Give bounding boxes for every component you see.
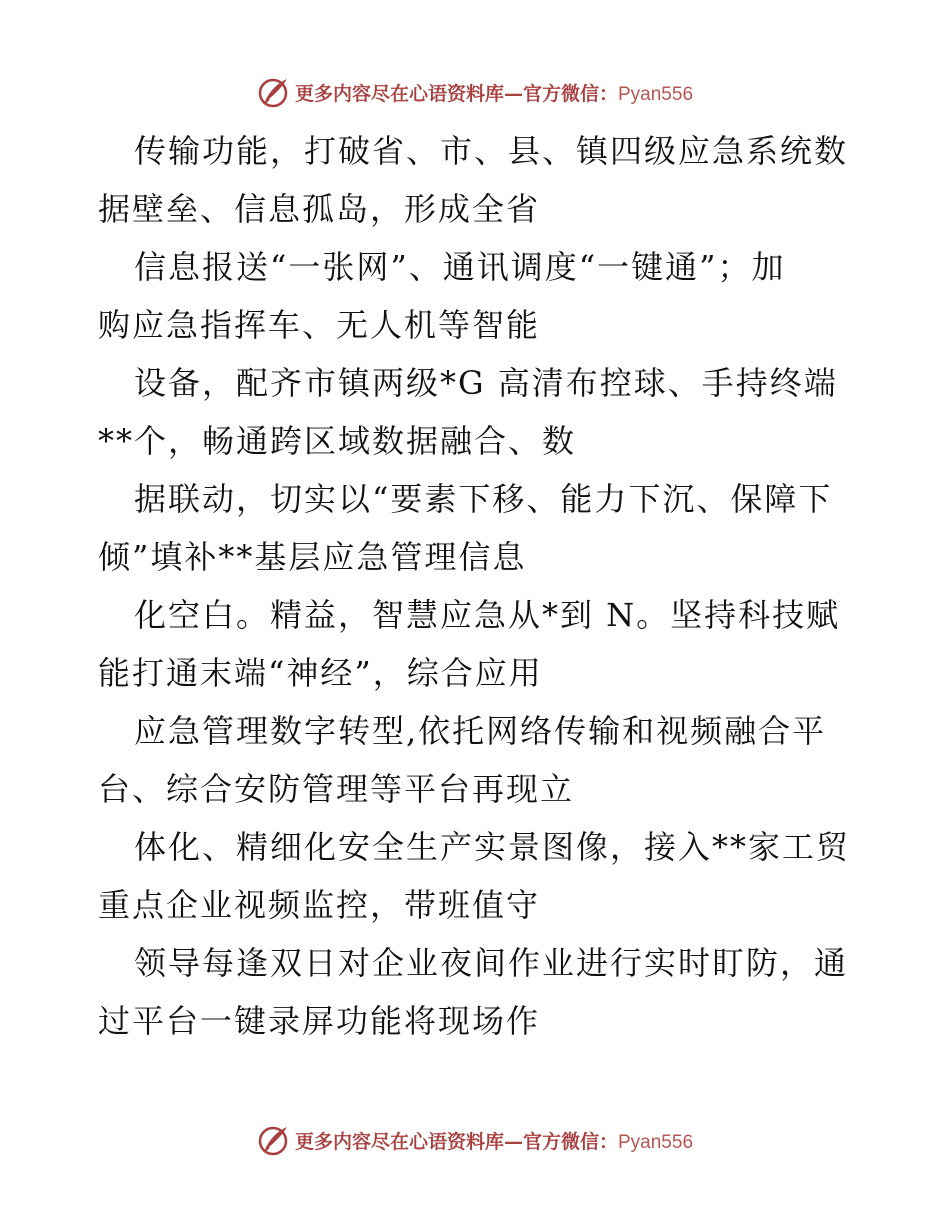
- text-line: 台、综合安防管理等平台再现立: [98, 770, 575, 808]
- feather-pen-logo-icon: [257, 75, 291, 109]
- text-line: 重点企业视频监控，带班值守: [98, 886, 541, 924]
- text-line: 化空白。精益，智慧应急从*到 N。坚持科技赋: [134, 596, 841, 634]
- watermark-brand: 更多内容尽在心语资料库: [294, 1130, 504, 1153]
- text-line: 应急管理数字转型,依托网络传输和视频融合平: [134, 712, 827, 750]
- text-line: 倾”填补**基层应急管理信息: [98, 538, 527, 576]
- text-line: 传输功能，打破省、市、县、镇四级应急系统数: [134, 132, 849, 170]
- text-line: **个，畅通跨区域数据融合、数: [98, 422, 577, 460]
- text-line: 购应急指挥车、无人机等智能: [98, 306, 541, 344]
- watermark-contact: Pyan556: [618, 83, 694, 105]
- feather-pen-logo-icon: [257, 1123, 291, 1157]
- watermark-text: [295, 1127, 693, 1154]
- text-line: 能打通末端“神经”，综合应用: [98, 654, 543, 692]
- watermark-contact: Pyan556: [618, 1131, 694, 1153]
- text-line: 据壁垒、信息孤岛，形成全省: [98, 190, 541, 228]
- text-line: 设备，配齐市镇两级*G 高清布控球、手持终端: [134, 364, 838, 402]
- text-line: 信息报送“一张网”、通讯调度“一键通”；加: [134, 248, 786, 286]
- footer-watermark: [0, 1120, 950, 1160]
- text-line: 据联动，切实以“要素下移、能力下沉、保障下: [134, 480, 833, 518]
- text-line: 领导每逢双日对企业夜间作业进行实时盯防，通: [134, 944, 849, 982]
- text-line: 过平台一键录屏功能将现场作: [98, 1002, 541, 1040]
- document-body: [98, 122, 858, 1050]
- watermark-text: [295, 79, 693, 106]
- watermark-official-label: 官方微信：: [522, 82, 618, 105]
- text-line: 体化、精细化安全生产实景图像，接入**家工贸: [134, 828, 851, 866]
- watermark-separator: —: [503, 1130, 523, 1153]
- watermark-separator: —: [503, 82, 523, 105]
- header-watermark: [0, 72, 950, 112]
- watermark-official-label: 官方微信：: [522, 1130, 618, 1153]
- watermark-brand: 更多内容尽在心语资料库: [294, 82, 504, 105]
